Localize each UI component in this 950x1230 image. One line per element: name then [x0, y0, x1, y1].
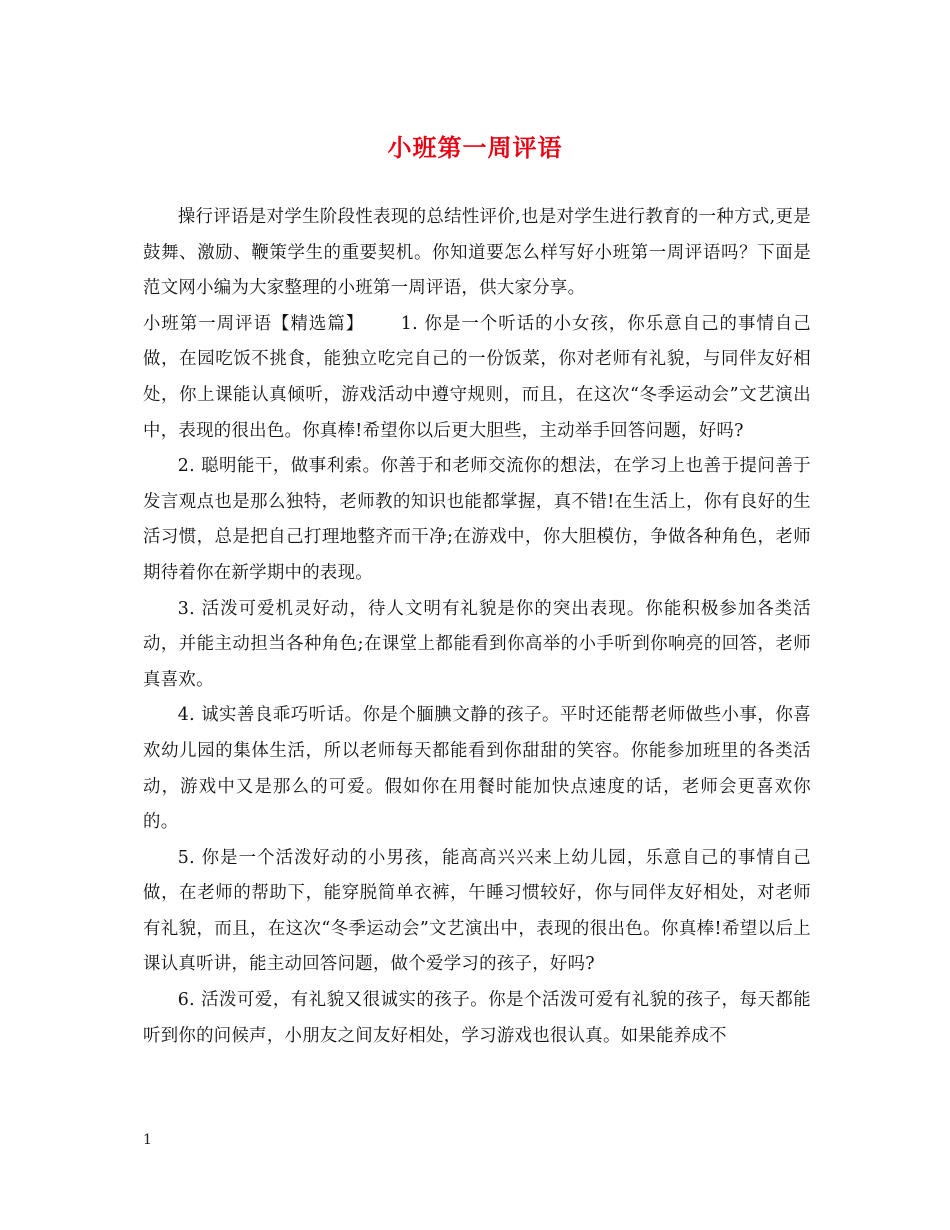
- comment-paragraph-4: 4. 诚实善良乖巧听话。你是个腼腆文静的孩子。平时还能帮老师做些小事，你喜欢幼儿园的集体生活，所以老师每天都能看到你甜甜的笑容。你能参加班里的各类活动，游戏中又是那么的可爱。假如你在用餐时能加快点速度的话，老师会更喜欢你的。: [143, 705, 811, 833]
- comment-paragraph-1: 1. 你是一个听话的小女孩，你乐意自己的事情自己做，在园吃饭不挑食，能独立吃完自己的一份饭菜，你对老师有礼貌，与同伴友好相处，你上课能认真倾听，游戏活动中遵守规则，而且，在这次“冬季运动会”文艺演出中，表现的很出色。你真棒!希望你以后更大胆些，主动举手回答问题，好吗?: [143, 313, 811, 441]
- comment-paragraph-2: 2. 聪明能干，做事利索。你善于和老师交流你的想法，在学习上也善于提问善于发言观点也是那么独特，老师教的知识也能都掌握，真不错!在生活上，你有良好的生活习惯，总是把自己打理地整齐而干净;在游戏中，你大胆模仿，争做各种角色，老师期待着你在新学期中的表现。: [143, 456, 811, 583]
- page-number: 1: [143, 1132, 152, 1148]
- comment-paragraph-3: 3. 活泼可爱机灵好动，待人文明有礼貌是你的突出表现。你能积极参加各类活动，并能主动担当各种角色;在课堂上都能看到你高举的小手听到你响亮的回答，老师真喜欢。: [143, 598, 811, 690]
- section-lead-paragraph: [143, 307, 811, 449]
- document-body: [143, 200, 811, 1054]
- comment-paragraph-5: 5. 你是一个活泼好动的小男孩，能高高兴兴来上幼儿园，乐意自己的事情自己做，在老师的帮助下，能穿脱简单衣裤，午睡习惯较好，你与同伴友好相处，对老师有礼貌，而且，在这次“冬季运动会”文艺演出中，表现的很出色。你真棒!希望以后上课认真听讲，能主动回答问题，做个爱学习的孩子，好吗?: [143, 847, 811, 975]
- intro-paragraph: 操行评语是对学生阶段性表现的总结性评价,也是对学生进行教育的一种方式,更是鼓舞、激励、鞭策学生的重要契机。你知道要怎么样写好小班第一周评语吗？下面是范文网小编为大家整理的小班第一周评语，供大家分享。: [143, 207, 811, 299]
- comment-paragraph-6: 6. 活泼可爱，有礼貌又很诚实的孩子。你是个活泼可爱有礼貌的孩子，每天都能听到你的问候声，小朋友之间友好相处，学习游戏也很认真。如果能养成不: [143, 990, 811, 1046]
- document-title: 小班第一周评语: [387, 133, 563, 162]
- section-heading: 小班第一周评语【精选篇】: [143, 313, 365, 334]
